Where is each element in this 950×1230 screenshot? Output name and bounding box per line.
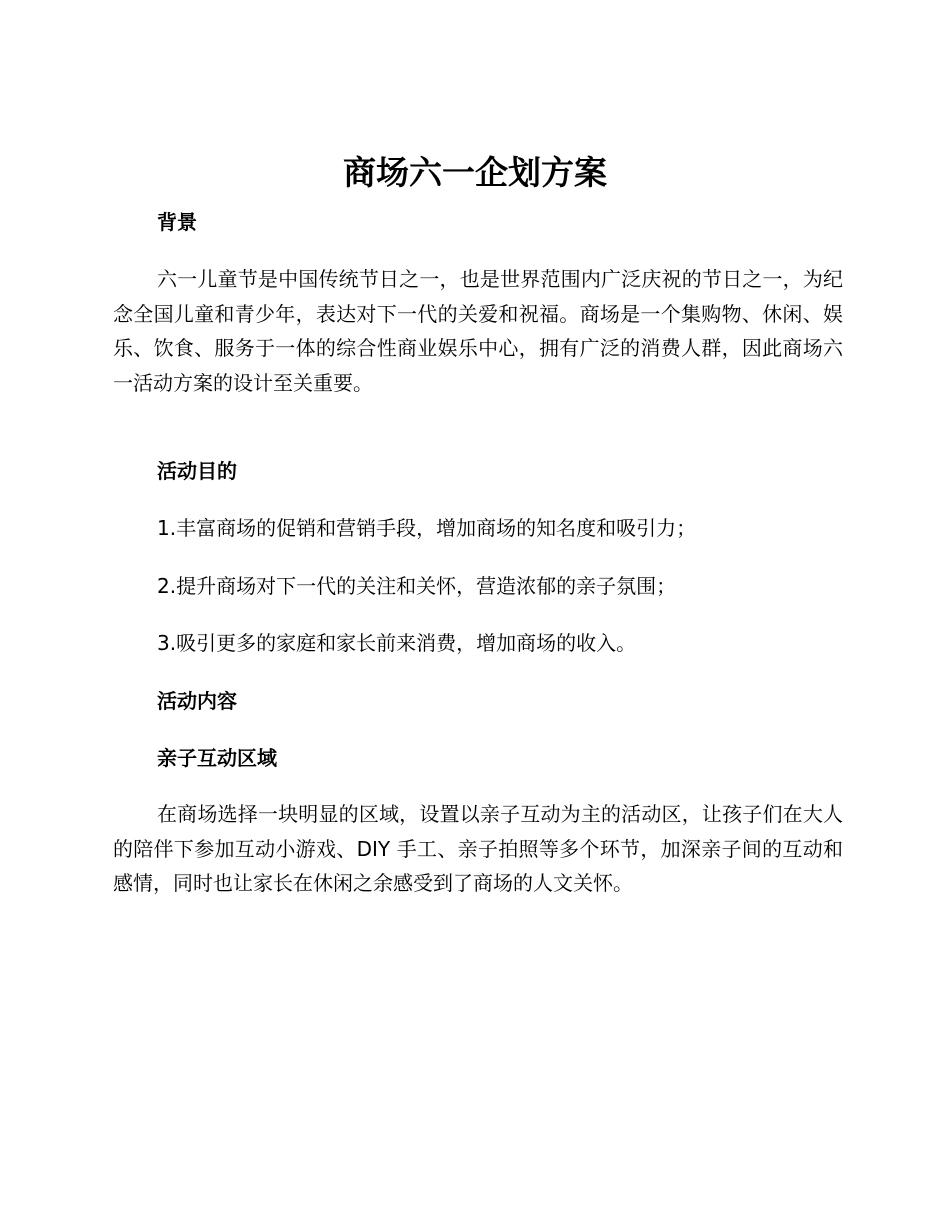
purpose-item-3: 3.吸引更多的家庭和家长前来消费，增加商场的收入。 (157, 631, 637, 655)
section-heading-background: 背景 (157, 210, 197, 234)
section-heading-interactive-zone: 亲子互动区域 (157, 746, 277, 770)
document-title: 商场六一企划方案 (343, 153, 607, 192)
purpose-item-2: 2.提升商场对下一代的关注和关怀，营造浓郁的亲子氛围； (157, 574, 677, 598)
section-heading-content: 活动内容 (157, 689, 237, 713)
section-heading-purpose: 活动目的 (157, 459, 237, 483)
purpose-item-1: 1.丰富商场的促销和营销手段，增加商场的知名度和吸引力； (157, 516, 697, 540)
paragraph-background: 六一儿童节是中国传统节日之一，也是世界范围内广泛庆祝的节日之一，为纪念全国儿童和青少年，表达对下一代的关爱和祝福。商场是一个集购物、休闲、娱乐、饮食、服务于一体的综合性商业娱乐中心，拥有广泛的消费人群，因此商场六一活动方案的设计至关重要。 (113, 267, 843, 395)
paragraph-interactive-zone: 在商场选择一块明显的区域，设置以亲子互动为主的活动区，让孩子们在大人的陪伴下参加互动小游戏、DIY 手工、亲子拍照等多个环节，加深亲子间的互动和感情，同时也让家长在休闲之余感受到了商场的人文关怀。 (113, 802, 843, 895)
